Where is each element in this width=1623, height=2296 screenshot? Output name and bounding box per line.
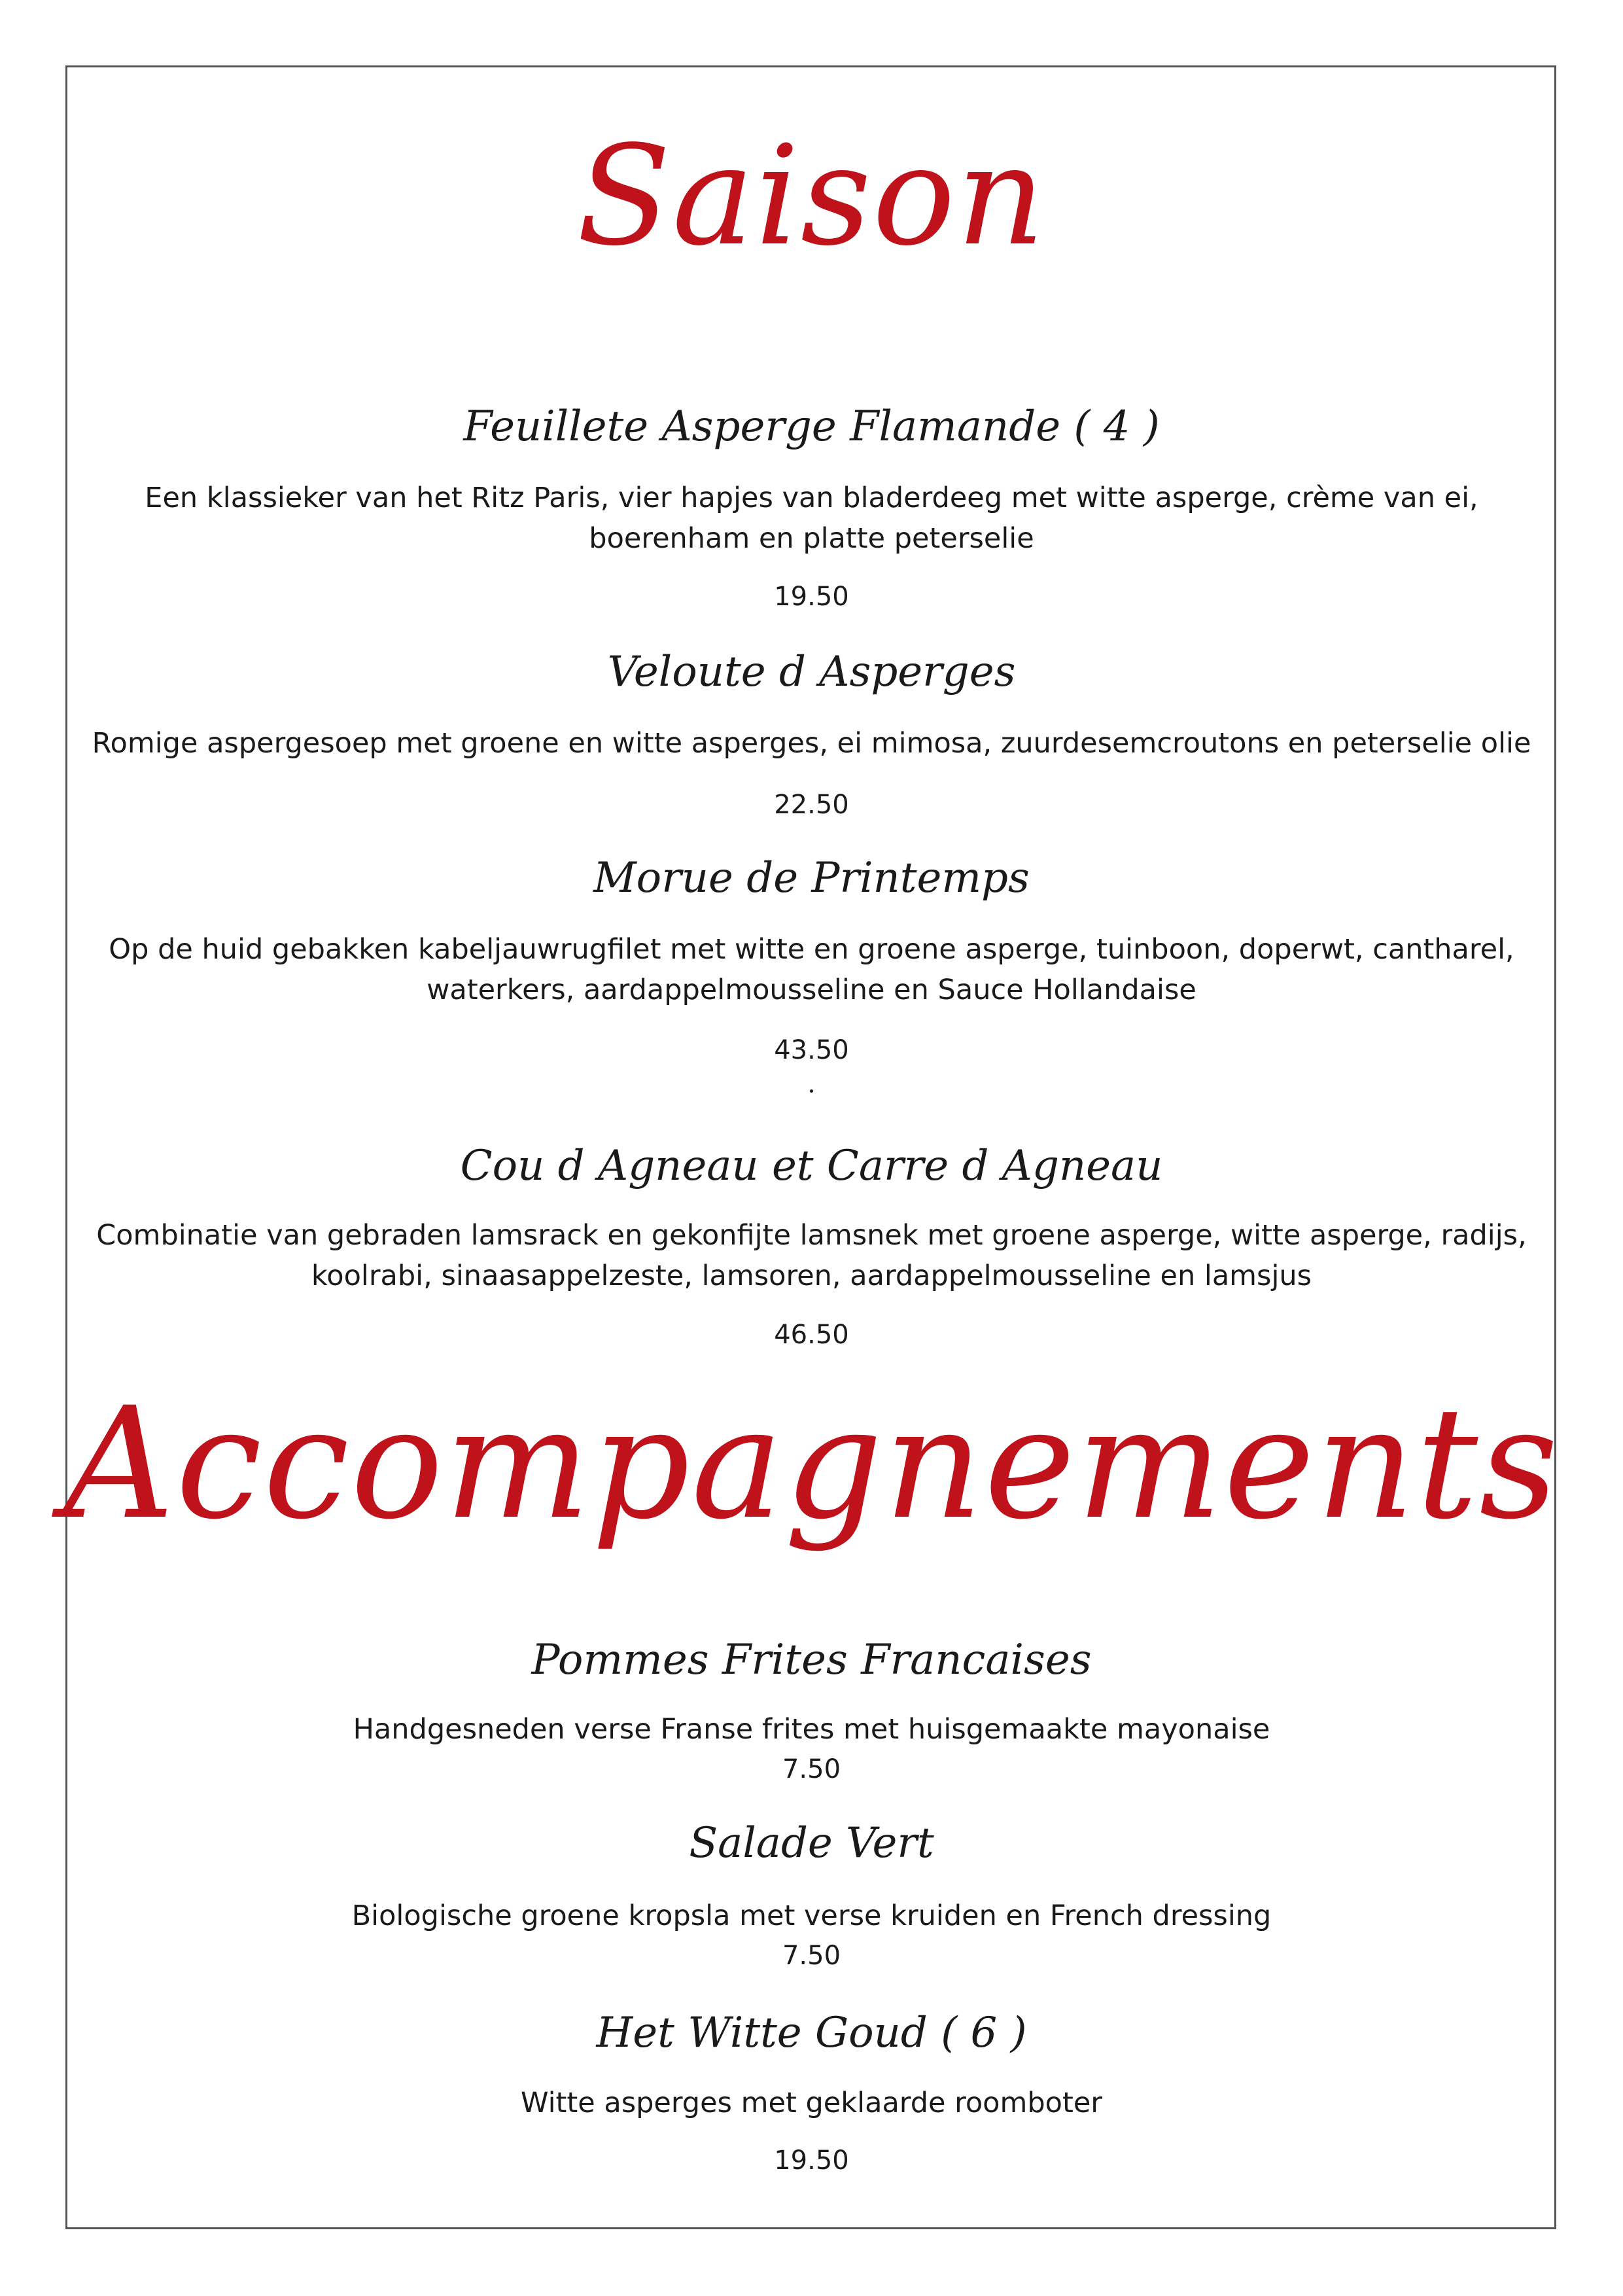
dish-name-veloute: Veloute d Asperges bbox=[607, 648, 1016, 696]
dish-name-witte-goud: Het Witte Goud ( 6 ) bbox=[596, 2009, 1027, 2057]
dish-price-agneau: 46.50 bbox=[774, 1320, 849, 1350]
dish-price-veloute: 22.50 bbox=[774, 790, 849, 820]
dish-name-morue: Morue de Printemps bbox=[593, 854, 1030, 902]
dish-description-salade-vert: Biologische groene kropsla met verse kruiden en French dressing bbox=[351, 1899, 1272, 1932]
section-title-saison: Saison bbox=[576, 116, 1047, 276]
dish-price-salade-vert: 7.50 bbox=[782, 1941, 841, 1971]
dish-description-morue: Op de huid gebakken kabeljauwrugfilet met witte en groene asperge, tuinboon, doperwt, cantharel, waterkers, aardappelmousseline en Sauce Hollandaise bbox=[109, 933, 1514, 1006]
dish-name-pommes-frites: Pommes Frites Francaises bbox=[531, 1636, 1092, 1684]
dish-description-feuillete: Een klassieker van het Ritz Paris, vier hapjes van bladerdeeg met witte asperge, crème van ei, boerenham en platte peterselie bbox=[145, 482, 1478, 555]
dish-description-pommes-frites: Handgesneden verse Franse frites met huisgemaakte mayonaise bbox=[353, 1713, 1270, 1746]
dish-description-veloute: Romige aspergesoep met groene en witte asperges, ei mimosa, zuurdesemcroutons en peterselie olie bbox=[92, 727, 1531, 760]
dish-price-morue: 43.50 bbox=[774, 1035, 849, 1065]
dish-price-witte-goud: 19.50 bbox=[774, 2146, 849, 2176]
dish-name-feuillete: Feuillete Asperge Flamande ( 4 ) bbox=[463, 402, 1160, 451]
dish-description-agneau: Combinatie van gebraden lamsrack en gekonfijte lamsnek met groene asperge, witte asperge, radijs, koolrabi, sinaasappelzeste, lamsoren, aardappelmousseline en lamsjus bbox=[96, 1219, 1527, 1292]
dish-price-feuillete: 19.50 bbox=[774, 582, 849, 612]
separator-dot bbox=[810, 1089, 813, 1093]
section-title-accompagnements: Accompagnements bbox=[63, 1375, 1560, 1553]
dish-name-agneau: Cou d Agneau et Carre d Agneau bbox=[460, 1142, 1163, 1190]
dish-price-pommes-frites: 7.50 bbox=[782, 1754, 841, 1784]
dish-name-salade-vert: Salade Vert bbox=[689, 1819, 934, 1867]
dish-description-witte-goud: Witte asperges met geklaarde roomboter bbox=[521, 2087, 1102, 2119]
